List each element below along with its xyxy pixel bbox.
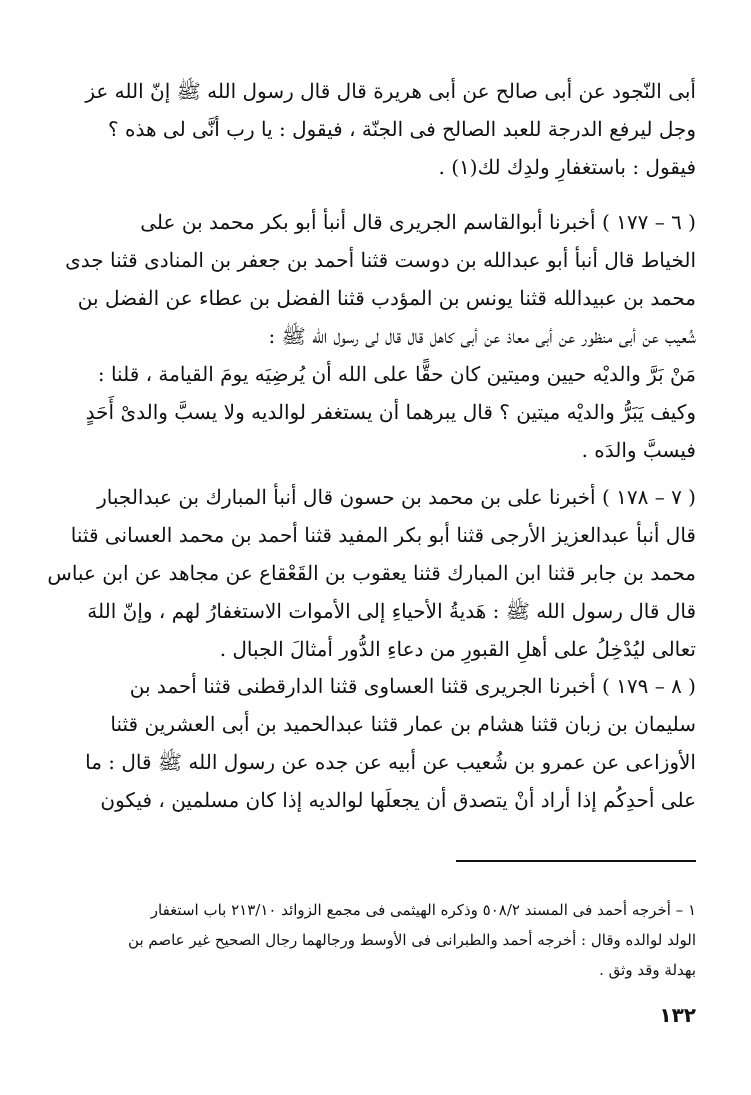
text-line: شُعيب عن أبى منظور عن أبى معاذ عن أبى كاهل قال قال لى رسول الله ﷺ : xyxy=(268,324,696,348)
paragraph-intro xyxy=(46,72,696,186)
paragraph-hadith-179 xyxy=(46,667,696,819)
text-line: محمد بن جابر قثنا ابن المبارك قثنا يعقوب بن القَعْقاع عن مجاهد عن ابن عباس xyxy=(47,561,696,585)
footnote-divider xyxy=(456,860,696,862)
text-line: ( ٨ – ١٧٩ ) أخبرنا الجريرى قثنا العساوى قثنا الدارقطنى قثنا أحمد بن xyxy=(129,674,696,698)
text-line: الأوزاعى عن عمرو بن شُعيب عن أبيه عن جده عن رسول الله ﷺ قال : ما xyxy=(85,750,696,774)
text-line: ( ٦ – ١٧٧ ) أخبرنا أبوالقاسم الجريرى قال أنبأ أبو بكر محمد بن على xyxy=(140,210,696,234)
text-line: قال أنبأ عبدالعزيز الأرجى قثنا أبو بكر المفيد قثنا أحمد بن محمد العسانى قثنا xyxy=(70,523,696,547)
text-line: وكيف يَبَرُّ والديْه ميتين ؟ قال يبرهما أن يستغفر لوالديه ولا يسبَّ والدىْ أَحَدٍ xyxy=(85,400,696,424)
text-line: ( ٧ – ١٧٨ ) أخبرنا على بن محمد بن حسون قال أنبأ المبارك بن عبدالجبار xyxy=(97,485,696,509)
text-line: فيقول : باستغفارِ ولدِك لك(١) . xyxy=(438,155,696,179)
text-line: تعالى ليُدْخِلُ على أهلِ القبورِ من دعاءِ الدُّور أمثالَ الجبال . xyxy=(219,637,696,661)
text-line: على أحدِكُم إذا أراد أنْ يتصدق أن يجعلَها لوالديه إذا كان مسلمين ، فيكون xyxy=(100,788,696,812)
text-line: مَنْ بَرَّ والديْه حيين وميتين كان حقًّا على الله أن يُرضِيَه يومَ القيامة ، قلنا : xyxy=(97,362,696,386)
footnotes xyxy=(46,895,696,985)
text-line: وجل ليرفع الدرجة للعبد الصالح فى الجنّة ، فيقول : يا رب أنَّى لى هذه ؟ xyxy=(108,117,696,141)
paragraph-hadith-177 xyxy=(46,203,696,469)
text-line: قال قال رسول الله ﷺ : هَديةُ الأحياءِ إلى الأموات الاستغفارُ لهم ، وإنّ اللهَ xyxy=(87,599,696,623)
page-number: ١٣٢ xyxy=(659,1003,696,1027)
text-line: الخياط قال أنبأ أبو عبدالله بن دوست قثنا أحمد بن جعفر بن المنادى قثنا جدى xyxy=(65,248,696,272)
footnote-line: الولد لوالده وقال : أخرجه أحمد والطبرانى فى الأوسط ورجالهما رجال الصحيح غير عاصم بن xyxy=(128,931,696,949)
footnote-line: ١ – أخرجه أحمد فى المسند ٥٠٨/٢ وذكره الهيثمى فى مجمع الزوائد ٢١٣/١٠ باب استغفار xyxy=(150,901,696,919)
footnote-line: بهدلة وقد وثق . xyxy=(599,961,696,979)
text-line: فيسبَّ والدَه . xyxy=(581,438,696,462)
text-line: محمد بن عبيدالله قثنا يونس بن المؤدب قثنا الفضل بن عطاء عن الفضل بن xyxy=(77,286,696,310)
text-line: سليمان بن زبان قثنا هشام بن عمار قثنا عبدالحميد بن أبى العشرين قثنا xyxy=(110,712,696,736)
paragraph-hadith-178 xyxy=(46,478,696,668)
text-line: أبى النّجود عن أبى صالح عن أبى هريرة قال قال رسول الله ﷺ إنّ الله عز xyxy=(85,79,696,103)
